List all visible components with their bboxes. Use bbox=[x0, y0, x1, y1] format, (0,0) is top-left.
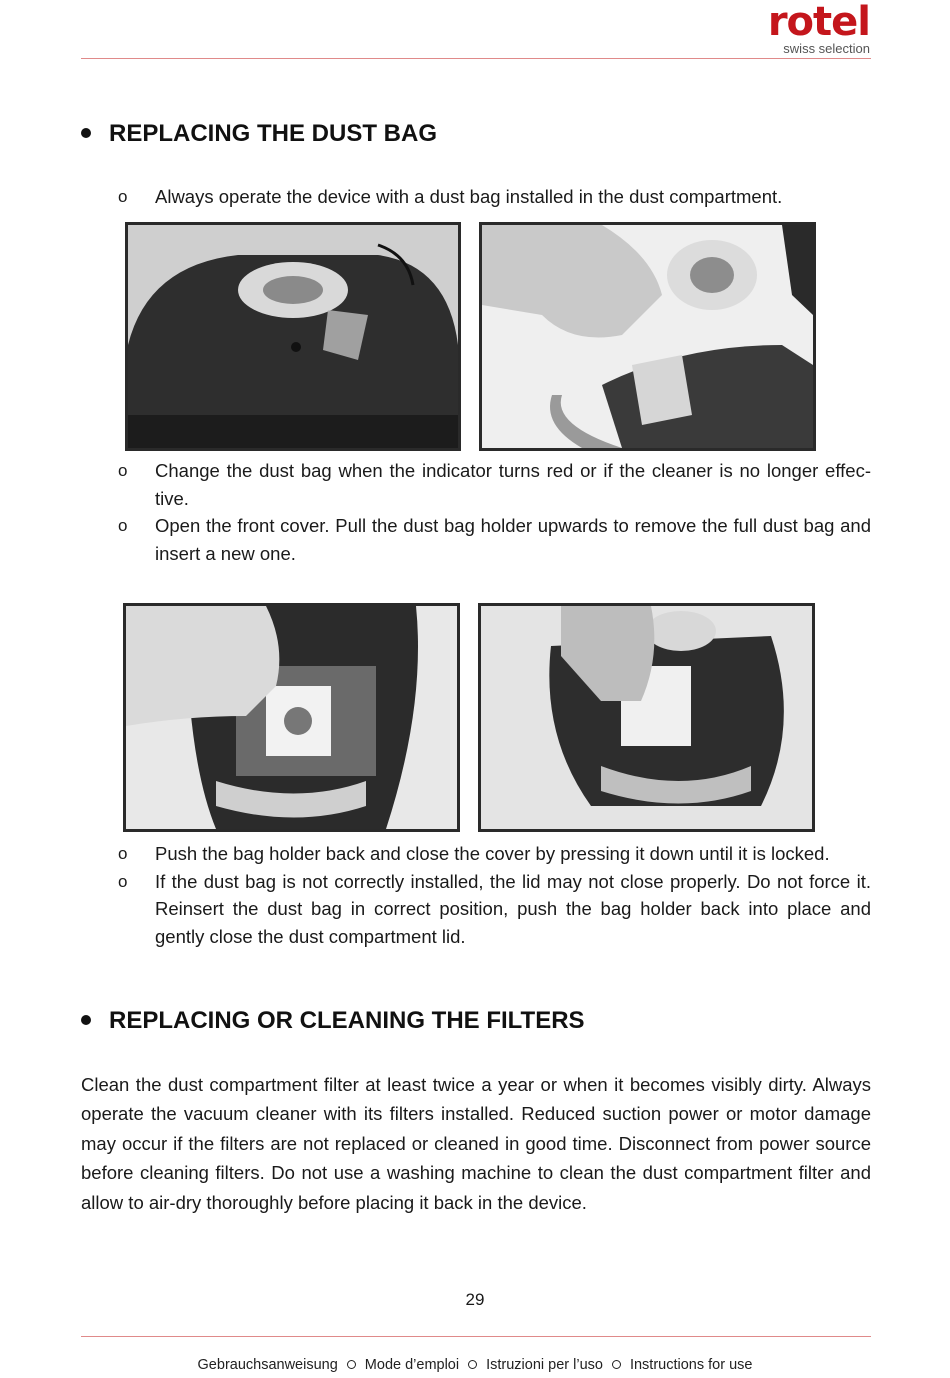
footer-lang-de: Gebrauchsanweisung bbox=[197, 1357, 338, 1373]
instruction-text: Push the bag holder back and close the cover by pressing it down until it is locked. bbox=[155, 843, 830, 864]
bullet-icon bbox=[81, 1015, 91, 1025]
footer-lang-fr: Mode d’emploi bbox=[364, 1357, 460, 1373]
logo-tagline: swiss selection bbox=[783, 41, 870, 56]
filter-paragraph: Clean the dust compartment filter at least twice a year or when it becomes visibly dirty. Always operate the vacuum cleaner with its filters installed. Reduced suction power or motor damage may occur if the filters are not replaced or cleaned in good time. Disconnect from power source before cleaning filters. Do not use a washing machine to clean the dust compartment filter and allow to air-dry thoroughly before placing it back in the device. bbox=[81, 1074, 871, 1213]
circle-separator-icon bbox=[468, 1360, 477, 1369]
photo-insert-dust-bag bbox=[478, 603, 815, 832]
instruction-list-3 bbox=[118, 840, 871, 950]
section-heading-dust-bag bbox=[81, 120, 437, 148]
section-heading-filters bbox=[81, 1007, 585, 1035]
instruction-list-2 bbox=[118, 457, 871, 567]
circle-bullet-icon: o bbox=[118, 187, 128, 206]
bullet-icon bbox=[81, 128, 91, 138]
instruction-list-1 bbox=[118, 183, 871, 211]
footer-divider bbox=[81, 1336, 871, 1337]
brand-logo bbox=[724, 0, 872, 58]
circle-bullet-icon: o bbox=[118, 844, 128, 863]
instruction-item bbox=[118, 840, 871, 868]
footer-languages bbox=[0, 1357, 950, 1373]
instruction-item bbox=[118, 868, 871, 951]
logo-wordmark: rotel bbox=[767, 0, 870, 45]
photo-vacuum-top bbox=[125, 222, 461, 451]
page-number: 29 bbox=[465, 1290, 485, 1309]
header-divider bbox=[81, 58, 871, 59]
instruction-text: Open the front cover. Pull the dust bag holder upwards to remove the full dust bag and insert a new one. bbox=[155, 515, 871, 564]
circle-separator-icon bbox=[347, 1360, 356, 1369]
instruction-item bbox=[118, 183, 871, 211]
circle-bullet-icon: o bbox=[118, 516, 128, 535]
instruction-item bbox=[118, 457, 871, 512]
photo-open-cover bbox=[479, 222, 816, 451]
instruction-text: Change the dust bag when the indicator turns red or if the cleaner is no longer effec-tive. bbox=[155, 460, 871, 509]
instruction-item bbox=[118, 512, 871, 567]
photo-remove-dust-bag bbox=[123, 603, 460, 832]
circle-bullet-icon: o bbox=[118, 871, 128, 891]
instruction-text: Always operate the device with a dust bag installed in the dust compartment. bbox=[155, 186, 783, 207]
section-title: REPLACING OR CLEANING THE FILTERS bbox=[109, 1007, 585, 1034]
footer-lang-it: Istruzioni per l’uso bbox=[486, 1357, 603, 1373]
footer-lang-en: Instructions for use bbox=[629, 1357, 753, 1373]
section-title: REPLACING THE DUST BAG bbox=[109, 120, 438, 147]
instruction-text: If the dust bag is not correctly installed, the lid may not close properly. Do not force it. Reinsert the dust bag in correct position, push the bag holder back into place and gently close the dust compartment lid. bbox=[155, 870, 871, 947]
circle-separator-icon bbox=[612, 1360, 621, 1369]
circle-bullet-icon: o bbox=[118, 461, 128, 480]
